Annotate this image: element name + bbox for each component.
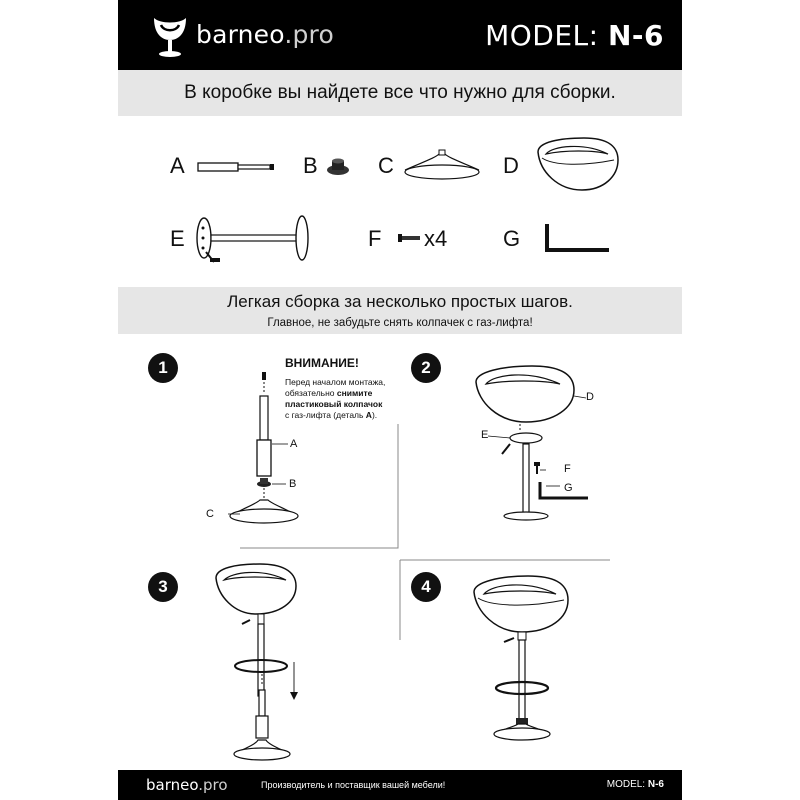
step-3-illustration bbox=[210, 562, 320, 782]
step-2-callout-g: G bbox=[564, 482, 573, 494]
footer-tagline: Производитель и поставщик вашей мебели! bbox=[261, 780, 446, 790]
assembly-title: Легкая сборка за несколько простых шагов. bbox=[227, 292, 573, 311]
step-2-callout-e: E bbox=[481, 429, 489, 441]
step-4-illustration bbox=[470, 574, 590, 744]
part-label-d: D bbox=[503, 153, 519, 178]
box-contents-title: В коробке вы найдете все что нужно для сборки. bbox=[184, 82, 616, 103]
warning-title: ВНИМАНИЕ! bbox=[285, 356, 359, 370]
part-label-b: B bbox=[303, 153, 318, 178]
warning-line-2: обязательно снимите bbox=[285, 388, 373, 398]
warning-line-3: пластиковый колпачок bbox=[285, 399, 383, 409]
step-2-badge: 2 bbox=[411, 353, 441, 383]
step-2-callout-d: D bbox=[586, 391, 594, 403]
part-label-g: G bbox=[503, 226, 521, 251]
step-2-illustration bbox=[470, 364, 600, 524]
part-label-e: E bbox=[170, 226, 185, 251]
footer-model: MODEL: N-6 bbox=[606, 779, 664, 790]
part-f-quantity: x4 bbox=[424, 226, 448, 251]
step-1-callout-b: B bbox=[289, 478, 297, 490]
step-1-badge: 1 bbox=[148, 353, 178, 383]
step-1-callout-c: C bbox=[206, 508, 214, 520]
warning-line-4: с газ-лифта (деталь A). bbox=[285, 410, 378, 420]
step-3-badge: 3 bbox=[148, 572, 178, 602]
step-2-callout-f: F bbox=[564, 463, 571, 475]
footer-brand: barneo.pro bbox=[146, 776, 228, 794]
assembly-subtitle: Главное, не забудьте снять колпачек с газ-лифта! bbox=[267, 317, 533, 329]
part-label-f: F bbox=[368, 226, 382, 251]
warning-line-1: Перед началом монтажа, bbox=[285, 377, 386, 387]
step-4-badge: 4 bbox=[411, 572, 441, 602]
header-model: MODEL: N-6 bbox=[485, 19, 664, 52]
part-label-c: C bbox=[378, 153, 394, 178]
part-label-a: A bbox=[170, 153, 185, 178]
footer-bar bbox=[118, 770, 682, 800]
header-brand: barneo.pro bbox=[196, 20, 334, 49]
step-1-callout-a: A bbox=[290, 438, 298, 450]
